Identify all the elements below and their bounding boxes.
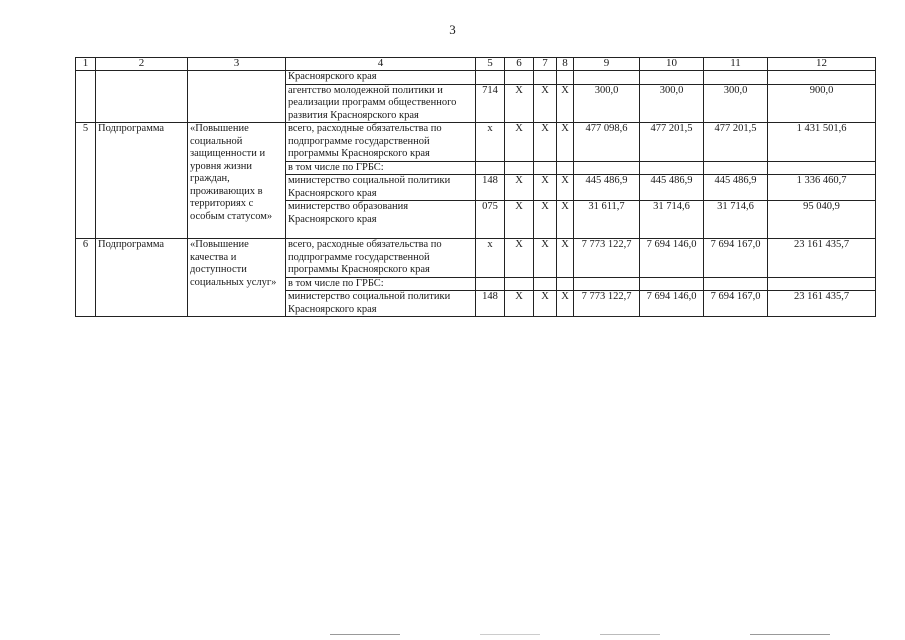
cell-value: 7 694 146,0 (640, 239, 704, 278)
budget-table (75, 57, 876, 317)
cell-grbs: 148 (476, 291, 505, 317)
cell-grbs: x (476, 239, 505, 278)
cell-x: X (505, 201, 534, 239)
cell-value: 900,0 (768, 84, 876, 123)
cell-grbs: 148 (476, 175, 505, 201)
scan-artifact (330, 634, 400, 635)
cell-value: 445 486,9 (704, 175, 768, 201)
cell-x: X (505, 175, 534, 201)
cell-x: X (534, 175, 557, 201)
cell-text: всего, расходные обязательства по подпрограмме государственной программы Красноярского края (286, 239, 476, 278)
table-row (76, 123, 876, 162)
cell-value: 1 431 501,6 (768, 123, 876, 162)
col-header: 9 (574, 58, 640, 71)
cell-value: 1 336 460,7 (768, 175, 876, 201)
cell-x: X (534, 84, 557, 123)
cell-x: X (557, 123, 574, 162)
row-number: 5 (76, 123, 96, 239)
cell-value: 477 098,6 (574, 123, 640, 162)
row-type: Подпрограмма (96, 123, 188, 239)
page-number: 3 (449, 22, 456, 37)
cell-text: министерство образования Красноярского края (286, 201, 476, 239)
cell-value: 23 161 435,7 (768, 291, 876, 317)
cell-value: 7 694 167,0 (704, 239, 768, 278)
row-number: 6 (76, 239, 96, 317)
cell-value: 95 040,9 (768, 201, 876, 239)
cell-text: агентство молодежной политики и реализации программ общественного развития Красноярского края (286, 84, 476, 123)
col-header: 4 (286, 58, 476, 71)
cell-text: Красноярского края (286, 71, 476, 85)
cell-x: X (534, 123, 557, 162)
col-header: 10 (640, 58, 704, 71)
cell-x: X (505, 123, 534, 162)
cell-value: 31 714,6 (704, 201, 768, 239)
cell-grbs: 075 (476, 201, 505, 239)
cell-x: X (557, 175, 574, 201)
scan-artifact (600, 634, 660, 635)
header-row (76, 58, 876, 71)
cell-grbs: x (476, 123, 505, 162)
cell-text: в том числе по ГРБС: (286, 161, 476, 175)
cell-x: X (534, 239, 557, 278)
cell-text: в том числе по ГРБС: (286, 277, 476, 291)
cell-value: 7 773 122,7 (574, 239, 640, 278)
cell-x: X (557, 291, 574, 317)
cell-value: 445 486,9 (574, 175, 640, 201)
cell-x: X (534, 201, 557, 239)
row-type: Подпрограмма (96, 239, 188, 317)
cell-value: 300,0 (704, 84, 768, 123)
cell-text: всего, расходные обязательства по подпрограмме государственной программы Красноярского края (286, 123, 476, 162)
cell-value: 23 161 435,7 (768, 239, 876, 278)
cell-grbs: 714 (476, 84, 505, 123)
cell-value: 477 201,5 (704, 123, 768, 162)
cell-x: X (505, 291, 534, 317)
cell-x: X (534, 291, 557, 317)
cell-value: 445 486,9 (640, 175, 704, 201)
subprogram-name: «Повышение качества и доступности социальных услуг» (188, 239, 286, 317)
cell-value: 7 773 122,7 (574, 291, 640, 317)
cell-value: 7 694 146,0 (640, 291, 704, 317)
cell-value: 7 694 167,0 (704, 291, 768, 317)
cell-value: 300,0 (574, 84, 640, 123)
cell-text: министерство социальной политики Красноярского края (286, 291, 476, 317)
col-header: 1 (76, 58, 96, 71)
table-row (76, 239, 876, 278)
col-header: 3 (188, 58, 286, 71)
cell-x: X (557, 84, 574, 123)
cell-x: X (557, 239, 574, 278)
scan-artifact (750, 634, 830, 635)
cell-value: 477 201,5 (640, 123, 704, 162)
col-header: 8 (557, 58, 574, 71)
cell-x: X (505, 239, 534, 278)
subprogram-name: «Повышение социальной защищенности и уровня жизни граждан, проживающих в территориях с особым статусом» (188, 123, 286, 239)
cell-value: 31 714,6 (640, 201, 704, 239)
col-header: 11 (704, 58, 768, 71)
table-row (76, 71, 876, 85)
cell-x: X (557, 201, 574, 239)
col-header: 7 (534, 58, 557, 71)
scan-artifact (480, 634, 540, 635)
cell-value: 31 611,7 (574, 201, 640, 239)
col-header: 2 (96, 58, 188, 71)
col-header: 5 (476, 58, 505, 71)
cell-text: министерство социальной политики Красноярского края (286, 175, 476, 201)
col-header: 12 (768, 58, 876, 71)
cell-value: 300,0 (640, 84, 704, 123)
cell-x: X (505, 84, 534, 123)
col-header: 6 (505, 58, 534, 71)
